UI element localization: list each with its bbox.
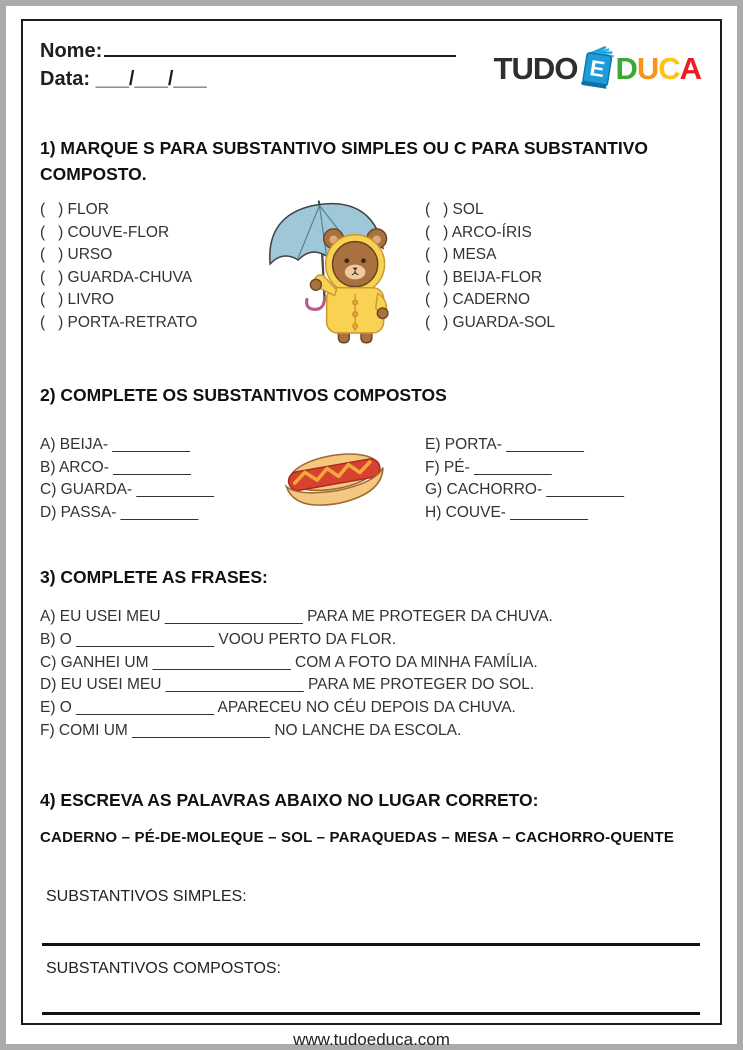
fill-sentence: A) EU USEI MEU ________________ PARA ME PROTEGER DA CHUVA. <box>40 608 553 625</box>
section2-title: 2) COMPLETE OS SUBSTANTIVOS COMPOSTOS <box>40 385 447 405</box>
section1-lists <box>40 199 703 349</box>
checkbox-item: ( ) LIVRO <box>40 291 115 308</box>
checkbox-item: ( ) PORTA-RETRATO <box>40 313 198 331</box>
fill-item: D) PASSA- _________ <box>40 503 199 521</box>
name-blank-line <box>104 37 456 57</box>
checkbox-item: ( ) GUARDA-CHUVA <box>40 268 193 286</box>
name-label: Nome: <box>40 40 103 62</box>
section3-sentences <box>40 606 703 743</box>
hot-dog-illustration <box>276 436 394 522</box>
svg-text:E: E <box>588 55 607 83</box>
simple-nouns-label: SUBSTANTIVOS SIMPLES: <box>46 887 247 905</box>
logo-letter-a: A <box>679 50 701 86</box>
checkbox-item: ( ) GUARDA-SOL <box>425 313 556 331</box>
section2-left-column <box>40 434 245 524</box>
bear-with-umbrella-illustration <box>254 199 416 349</box>
checkbox-item: ( ) MESA <box>425 246 497 263</box>
fill-item: B) ARCO- _________ <box>40 458 191 476</box>
section2-illustration-cell <box>245 434 425 524</box>
fill-item: F) PÉ- _________ <box>425 458 552 476</box>
section2-right-column <box>425 434 703 524</box>
fill-item: E) PORTA- _________ <box>425 436 584 453</box>
fill-item: A) BEIJA- _________ <box>40 436 190 453</box>
section2-lists <box>40 434 703 524</box>
section1-illustration-cell <box>245 199 425 349</box>
logo-letter-c: C <box>658 50 680 86</box>
name-row <box>40 37 494 65</box>
logo-text-duca <box>615 50 701 86</box>
footer-url: www.tudoeduca.com <box>293 1030 450 1049</box>
compound-nouns-label: SUBSTANTIVOS COMPOSTOS: <box>46 959 281 977</box>
compound-nouns-answer-line <box>42 1012 700 1015</box>
word-bank: CADERNO – PÉ-DE-MOLEQUE – SOL – PARAQUEDAS – MESA – CACHORRO-QUENTE <box>40 828 675 846</box>
header <box>40 37 703 93</box>
logo-text-tudo: TUDO <box>493 50 578 86</box>
section1-right-column <box>425 199 703 349</box>
checkbox-item: ( ) ARCO-ÍRIS <box>425 223 532 241</box>
tudoeduca-logo <box>494 43 701 93</box>
logo-letter-u: U <box>636 50 659 86</box>
worksheet-sheet <box>21 19 722 1025</box>
fill-sentence: B) O ________________ VOOU PERTO DA FLOR. <box>40 630 397 648</box>
date-label: Data: ___/___/___ <box>40 68 207 90</box>
fill-sentence: C) GANHEI UM ________________ COM A FOTO DA MINHA FAMÍLIA. <box>40 653 538 671</box>
student-info <box>40 37 494 93</box>
section4-title: 4) ESCREVA AS PALAVRAS ABAIXO NO LUGAR CORRETO: <box>40 789 539 810</box>
section1-left-column <box>40 199 245 349</box>
section3-title: 3) COMPLETE AS FRASES: <box>40 567 268 587</box>
checkbox-item: ( ) BEIJA-FLOR <box>425 268 543 286</box>
checkbox-item: ( ) COUVE-FLOR <box>40 223 170 241</box>
checkbox-item: ( ) FLOR <box>40 201 109 218</box>
checkbox-item: ( ) SOL <box>425 201 484 218</box>
fill-item: G) CACHORRO- _________ <box>425 481 624 498</box>
checkbox-item: ( ) URSO <box>40 246 113 263</box>
fill-sentence: F) COMI UM ________________ NO LANCHE DA ESCOLA. <box>40 721 462 739</box>
section1-title: 1) MARQUE S PARA SUBSTANTIVO SIMPLES OU C PARA SUBSTANTIVO COMPOSTO. <box>40 138 648 184</box>
fill-sentence: E) O ________________ APARECEU NO CÉU DEPOIS DA CHUVA. <box>40 699 516 717</box>
checkbox-item: ( ) CADERNO <box>425 291 531 308</box>
logo-letter-d: D <box>615 50 637 86</box>
fill-item: C) GUARDA- _________ <box>40 481 215 498</box>
fill-item: H) COUVE- _________ <box>425 503 588 521</box>
simple-nouns-answer-line <box>42 943 700 946</box>
open-book-icon <box>575 41 619 91</box>
fill-sentence: D) EU USEI MEU ________________ PARA ME PROTEGER DO SOL. <box>40 676 535 694</box>
